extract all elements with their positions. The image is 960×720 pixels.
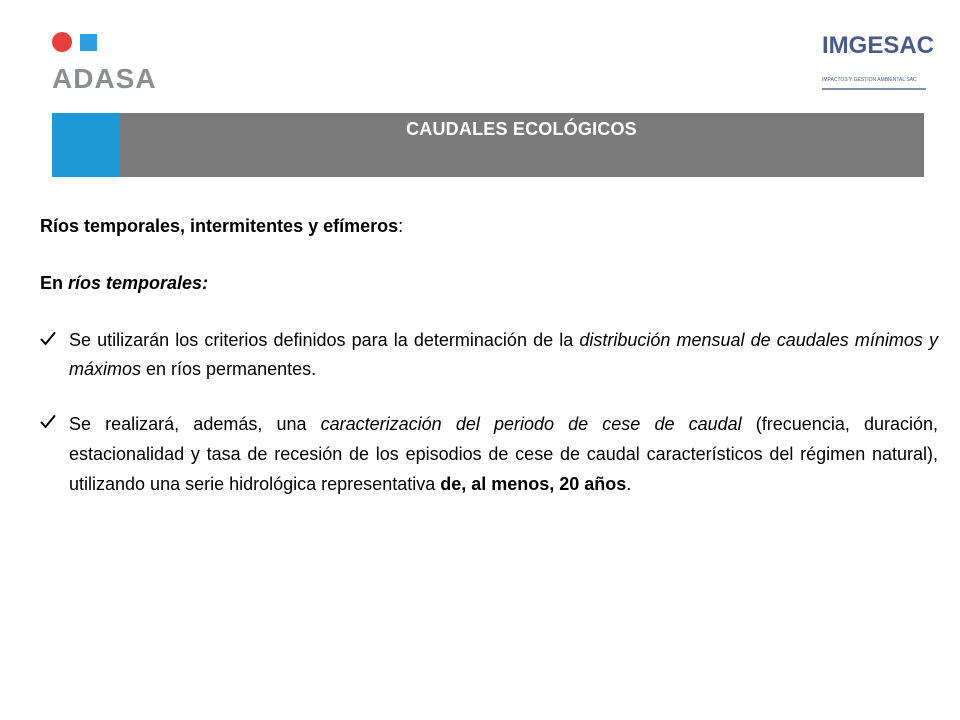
bullet-text: (frecuencia, duración, estacionalidad y tasa de recesión de los episodios de cese de caudal característicos del régimen natural), utilizando una serie hidrológica representativa [69, 414, 939, 494]
imgesac-underline [822, 88, 926, 90]
section-heading [40, 212, 938, 240]
check-icon [40, 414, 56, 430]
subsection-heading [40, 269, 938, 297]
imgesac-tagline: IMPACTOS Y GESTIÓN AMBIENTAL SAC [822, 77, 917, 83]
subsection-prefix: En [40, 273, 69, 293]
bullet-text: Se utilizarán los criterios definidos para la determinación de la [69, 330, 580, 350]
check-icon [40, 331, 56, 347]
slide-title: CAUDALES ECOLÓGICOS [406, 119, 637, 139]
list-item [40, 409, 938, 499]
bullet-text: en ríos permanentes. [141, 359, 317, 379]
adasa-wordmark: ADASA [52, 63, 157, 94]
adasa-blue-square-icon [80, 34, 97, 51]
section-heading-text: Ríos temporales, intermitentes y efímeros [40, 216, 399, 236]
adasa-red-dot-icon [52, 32, 72, 52]
title-bar [119, 113, 924, 177]
imgesac-logo [820, 30, 935, 94]
imgesac-wordmark: IMGESAC [822, 32, 935, 59]
title-band [52, 113, 924, 177]
bullet-italic: distribución mensual de caudales mínimos y máximos [69, 330, 939, 379]
bullet-text: . [626, 474, 632, 494]
slide-body [40, 212, 938, 524]
bullet-italic: caracterización del periodo de cese de caudal [320, 414, 742, 434]
adasa-logo [52, 32, 172, 94]
list-item [40, 326, 938, 384]
bullet-text: Se realizará, además, una [69, 414, 321, 434]
bullet-bold: de, al menos, 20 años [440, 474, 627, 494]
bullet-list [40, 326, 938, 499]
title-accent-block [52, 113, 119, 177]
section-heading-colon: : [398, 216, 404, 236]
subsection-italic: ríos temporales: [68, 273, 209, 293]
